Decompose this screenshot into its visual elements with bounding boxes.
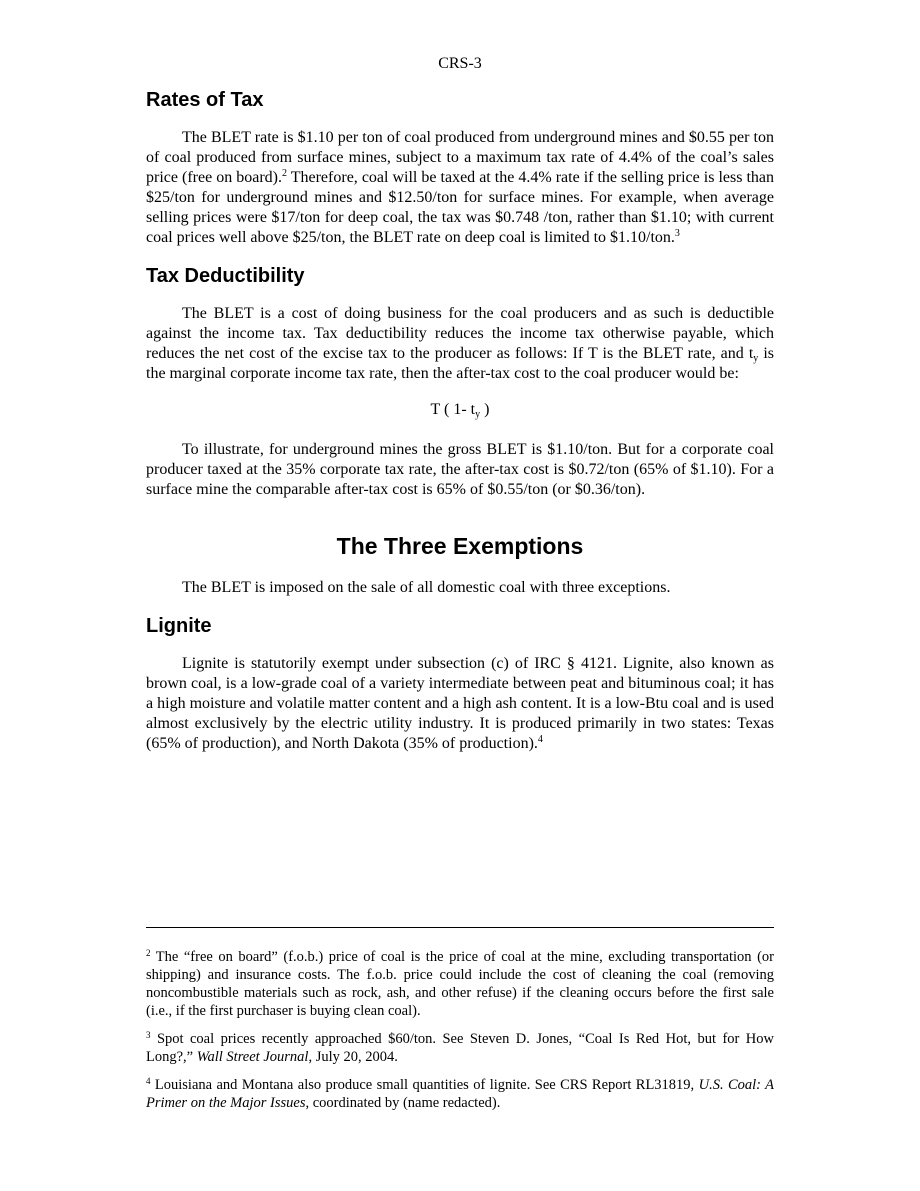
page-body (146, 54, 774, 770)
footnotes (146, 927, 774, 1122)
formula (146, 400, 774, 420)
formula-part-1: T ( 1- t (430, 401, 476, 418)
deductibility-paragraph-2: To illustrate, for underground mines the gross BLET is $1.10/ton. But for a corporate coal producer taxed at the 35% corporate tax rate, the after-tax cost is $0.72/ton (65% of $1.10). For a surface mine the comparable after-tax cost is 65% of $0.55/ton (or $0.36/ton). (146, 441, 774, 498)
footnote-ref-3[interactable]: 3 (674, 228, 680, 239)
footnote-number: 4 (146, 1076, 151, 1086)
exemptions-paragraph: The BLET is imposed on the sale of all domestic coal with three exceptions. (182, 579, 671, 596)
footnote-italic-title: U.S. Coal: A Primer on the Major Issues (146, 1077, 774, 1111)
rates-paragraph (146, 128, 774, 248)
deductibility-paragraph-1 (146, 304, 774, 384)
rates-text-2: Therefore, coal will be taxed at the 4.4% rate if the selling price is less than $25/ton for underground mines and $12.50/ton for surface mines. For example, when average selling prices were $17/ton for deep coal, the tax was $0.748 /ton, rather than $1.10; with current coal prices well above $25/ton, the BLET rate on deep coal is limited to $1.10/ton. (146, 169, 775, 246)
lignite-text: Lignite is statutorily exempt under subsection (c) of IRC § 4121. Lignite, also known as brown coal, is a low-grade coal of a variety intermediate between peat and bituminous coal; it has a high moisture and volatile matter content and a high ash content. It is a low-Btu coal and is used almost exclusively by the electric utility industry. It is produced primarily in two states: Texas (65% of production), and North Dakota (35% of production). (146, 655, 774, 752)
page-header: CRS-3 (438, 55, 482, 72)
footnote-4 (146, 1076, 774, 1112)
footnote-text-end: , coordinated by (name redacted). (305, 1095, 501, 1111)
deductibility-text-2: is the marginal corporate income tax rate, then the after-tax cost to the coal producer would be: (146, 345, 775, 382)
footnote-text: Louisiana and Montana also produce small quantities of lignite. See CRS Report RL31819, (154, 1077, 699, 1093)
lignite-paragraph (146, 654, 774, 754)
footnote-italic-title: Wall Street Journal (196, 1049, 309, 1065)
footnote-2 (146, 948, 774, 1020)
footnote-number: 2 (146, 948, 151, 958)
footnote-ref-2[interactable]: 2 (282, 168, 287, 179)
footnote-text: Spot coal prices recently approached $60/ton. See Steven D. Jones, “Coal Is Red Hot, but for How Long?,” (146, 1031, 774, 1065)
section-heading-deductibility: Tax Deductibility (146, 265, 305, 287)
rates-text-1: The BLET rate is $1.10 per ton of coal produced from underground mines and $0.55 per ton of coal produced from surface mines, subject to a maximum tax rate of 4.4% of the coal’s sales price (free on board). (146, 129, 774, 186)
footnote-divider (146, 927, 774, 928)
footnote-3 (146, 1030, 774, 1066)
subscript-y: y (753, 353, 759, 364)
footnote-text-end: , July 20, 2004. (308, 1049, 398, 1065)
section-heading-rates: Rates of Tax (146, 89, 264, 111)
footnote-number: 3 (146, 1030, 151, 1040)
footnote-text: The “free on board” (f.o.b.) price of coal is the price of coal at the mine, excluding transportation (or shipping) and insurance costs. The f.o.b. price could include the cost of cleaning the coal (removing noncombustible materials such as rock, ash, and other refuse) if the cleaning occurs before the first sale (i.e., if the first purchaser is buying clean coal). (146, 949, 774, 1019)
footnote-ref-4[interactable]: 4 (537, 734, 543, 745)
section-heading-exemptions: The Three Exemptions (336, 533, 584, 559)
formula-part-2: ) (480, 401, 490, 418)
section-heading-lignite: Lignite (146, 615, 212, 637)
deductibility-text-1: The BLET is a cost of doing business for the coal producers and as such is deductible against the income tax. Tax deductibility reduces the income tax otherwise payable, which reduces the net cost of the excise tax to the producer as follows: If T is the BLET rate, and t (146, 305, 774, 362)
formula-subscript: y (475, 409, 481, 420)
